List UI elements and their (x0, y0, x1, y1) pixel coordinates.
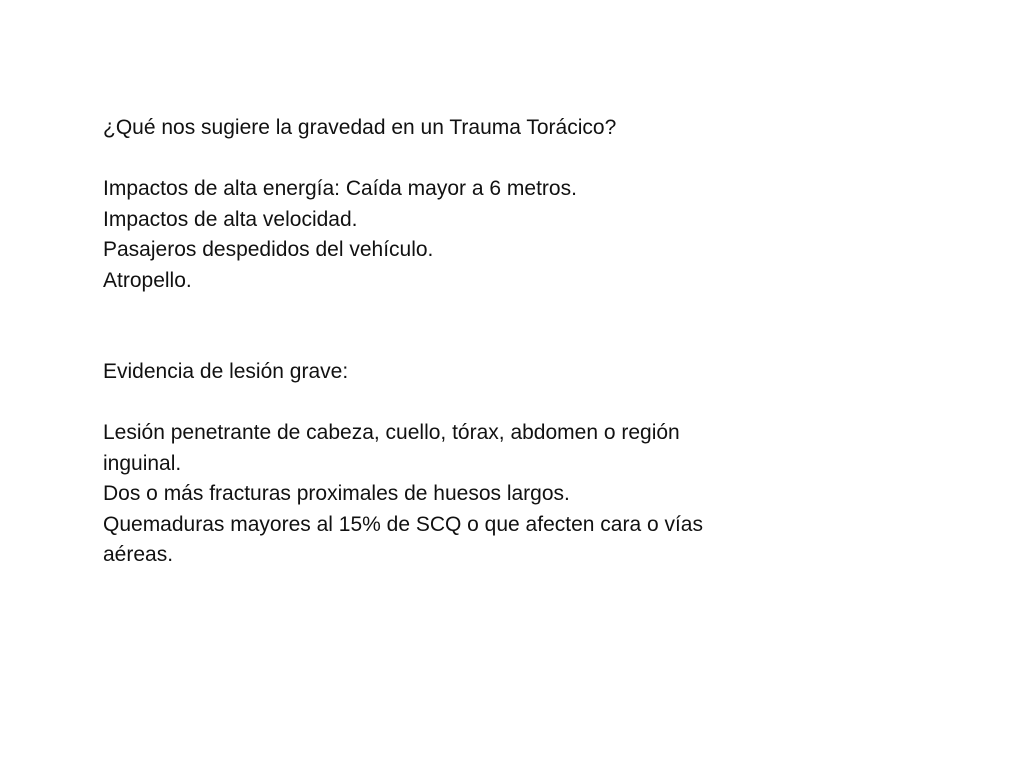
evidence-item: Quemaduras mayores al 15% de SCQ o que afecten cara o vías (103, 512, 703, 536)
spacer (103, 296, 783, 357)
evidence-heading: Evidencia de lesión grave: (103, 360, 349, 383)
impact-item: Pasajeros despedidos del vehículo. (103, 238, 434, 261)
impact-item: Atropello. (103, 268, 192, 292)
spacer (103, 144, 783, 175)
evidence-item: Dos o más fracturas proximales de huesos largos. (103, 482, 570, 505)
impact-item: Impactos de alta velocidad. (103, 207, 358, 231)
spacer (103, 388, 783, 419)
evidence-item-continuation: inguinal. (103, 451, 182, 475)
impact-item: Impactos de alta energía: Caída mayor a 6 metros. (103, 177, 577, 200)
question-heading: ¿Qué nos sugiere la gravedad en un Trauma Torácico? (103, 116, 617, 139)
evidence-item: Lesión penetrante de cabeza, cuello, tórax, abdomen o región (103, 421, 680, 444)
evidence-item-continuation: aéreas. (103, 543, 174, 566)
slide-text-body (103, 113, 783, 571)
